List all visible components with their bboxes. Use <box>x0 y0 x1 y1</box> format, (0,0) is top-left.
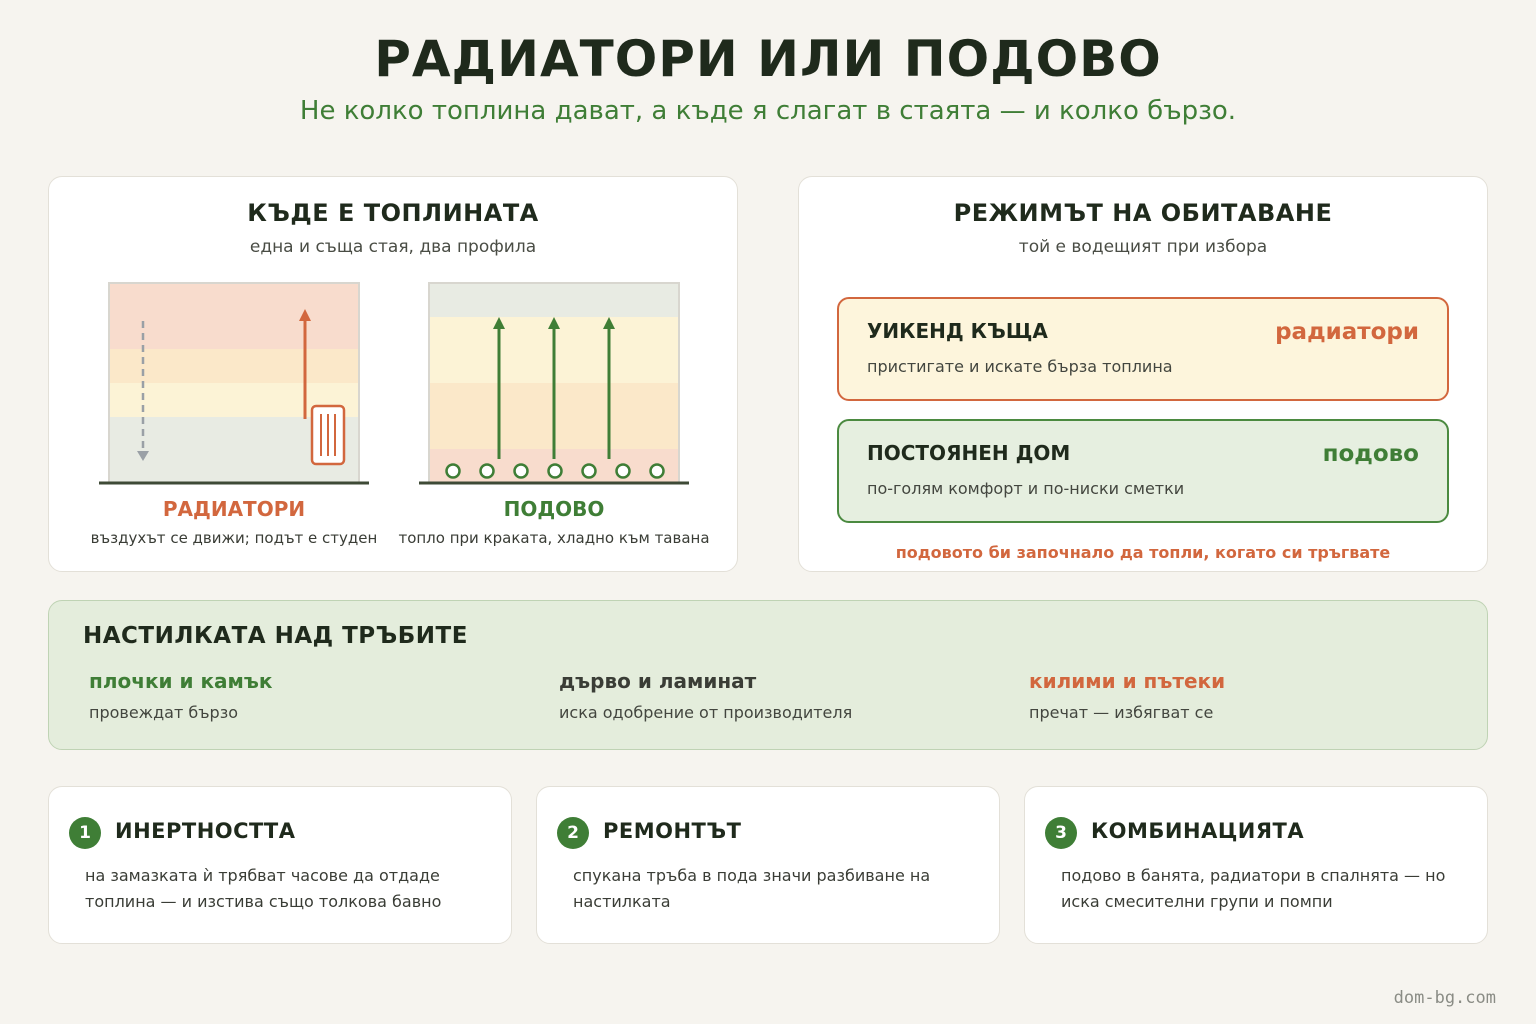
flooring-item-desc: иска одобрение от производителя <box>559 703 853 722</box>
mode-note: подовото би започнало да топли, когато си тръгвате <box>895 543 1391 562</box>
radiators-label: РАДИАТОРИ <box>162 497 306 521</box>
heat-card-subtitle: една и съща стая, два профила <box>249 237 537 257</box>
flooring-item <box>89 669 509 722</box>
heat-card-title: КЪДЕ Е ТОПЛИНАТА <box>247 199 539 227</box>
weekend-house-option <box>837 297 1449 401</box>
heat-location-card <box>48 176 738 572</box>
factor-number-badge: 3 <box>1045 817 1077 849</box>
factor-text: спукана тръба в пода значи разбиване на настилката <box>573 866 931 911</box>
occupancy-mode-card <box>798 176 1488 572</box>
flooring-item-desc: провеждат бързо <box>89 703 238 722</box>
page-subtitle: Не колко топлина дават, а къде я слагат в стаята — и колко бързо. <box>299 96 1237 126</box>
factor-card-repair <box>536 786 1000 944</box>
flooring-item-desc: пречат — избягват се <box>1029 703 1214 722</box>
permanent-home-option <box>837 419 1449 523</box>
permanent-home-name: ПОСТОЯНЕН ДОМ <box>867 441 1071 465</box>
flooring-item-name: дърво и ламинат <box>559 669 757 693</box>
factor-number-badge: 1 <box>69 817 101 849</box>
weekend-house-name: УИКЕНД КЪЩА <box>867 319 1048 343</box>
flooring-title: НАСТИЛКАТА НАД ТРЪБИТЕ <box>83 623 468 649</box>
weekend-house-desc: пристигате и искате бърза топлина <box>867 357 1173 376</box>
factor-title: КОМБИНАЦИЯТА <box>1091 819 1305 843</box>
factor-card-combination <box>1024 786 1488 944</box>
factor-number-badge: 2 <box>557 817 589 849</box>
permanent-home-desc: по-голям комфорт и по-ниски сметки <box>867 479 1185 498</box>
weekend-house-pick: радиатори <box>1275 319 1419 345</box>
radiator-icon <box>312 406 344 464</box>
floor-heating-room <box>419 283 689 483</box>
floor-heating-desc: топло при краката, хладно към тавана <box>398 529 710 547</box>
factor-title: РЕМОНТЪТ <box>603 819 742 843</box>
page-title: РАДИАТОРИ ИЛИ ПОДОВО <box>374 30 1162 88</box>
flooring-item <box>559 669 979 722</box>
mode-card-title: РЕЖИМЪТ НА ОБИТАВАНЕ <box>953 199 1333 227</box>
factor-text: на замазката ѝ трябват часове да отдаде топлина — и изстива също толкова бавно <box>85 866 442 911</box>
factor-text: подово в банята, радиатори в спалнята — но иска смесителни групи и помпи <box>1061 866 1446 911</box>
flooring-item <box>1029 669 1449 722</box>
site-watermark: dom-bg.com <box>1393 988 1496 1008</box>
factor-card-inertia <box>48 786 512 944</box>
flooring-item-name: килими и пътеки <box>1029 669 1226 693</box>
radiator-room <box>99 283 369 483</box>
flooring-card <box>48 600 1488 750</box>
radiators-desc: въздухът се движи; подът е студен <box>90 529 378 547</box>
floor-heating-label: ПОДОВО <box>503 497 605 521</box>
mode-card-subtitle: той е водещият при избора <box>1018 237 1268 257</box>
flooring-item-name: плочки и камък <box>89 669 273 693</box>
permanent-home-pick: подово <box>1322 441 1419 467</box>
factor-title: ИНЕРТНОСТТА <box>115 819 296 843</box>
